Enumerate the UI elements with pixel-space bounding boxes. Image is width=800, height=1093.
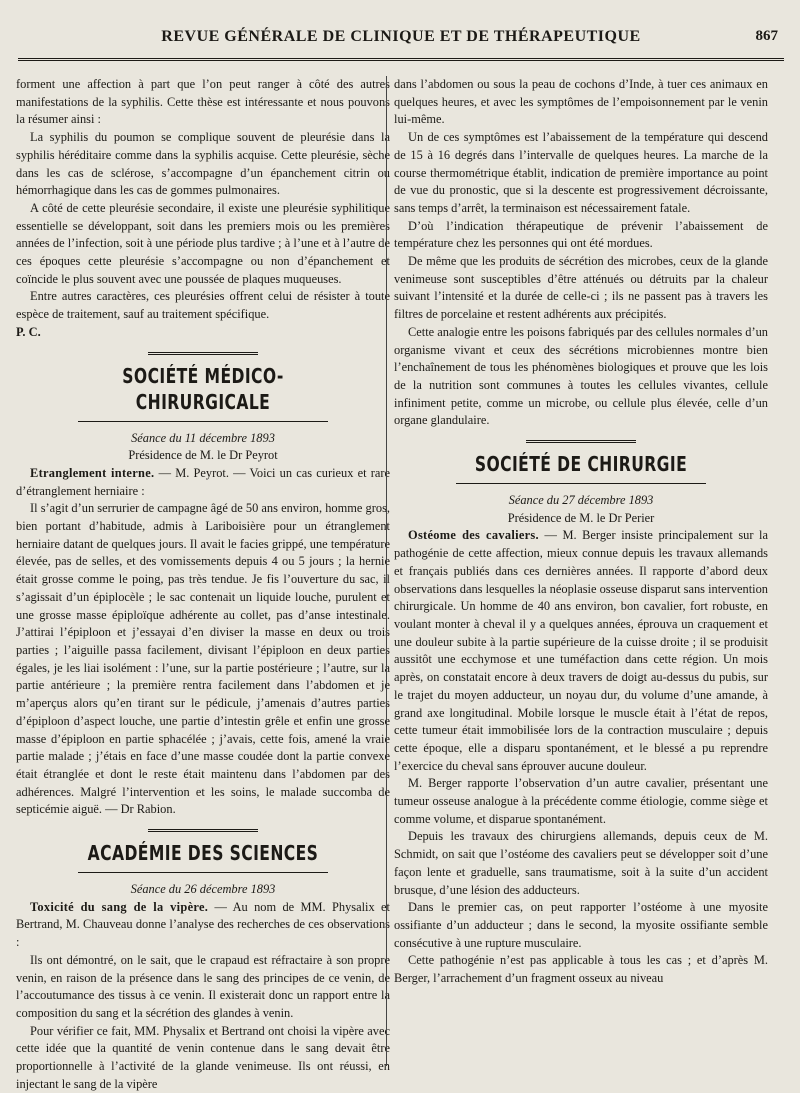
paragraph: D’où l’indication thérapeutique de prévenir l’abaissement de température chez les personnes qui ont été mordues.: [394, 218, 768, 251]
title-underline: [78, 421, 328, 422]
right-column: [394, 76, 768, 1066]
presidency: Présidence de M. le Dr Peyrot: [128, 448, 278, 463]
session-date: Séance du 26 décembre 1893: [130, 882, 276, 897]
paragraph: Un de ces symptômes est l’abaissement de la température qui descend de 15 à 16 degrés dans l’intervalle de quelques heures. La marche de la course thermométrique établit, indication de première importance au point de vue du pronostic, que si la descente est progressivement décroissante, sans temps d’arrêt, la terminaison est nécessairement fatale.: [394, 130, 768, 215]
column-divider: [386, 76, 387, 1066]
presidency: Présidence de M. le Dr Perier: [507, 510, 655, 525]
running-header: [18, 28, 784, 54]
paragraph: Cette pathogénie n’est pas applicable à tous les cas ; et d’après M. Berger, l’arrachement d’un fragment osseux au niveau: [394, 953, 768, 986]
title-underline: [78, 872, 328, 873]
paragraph-text: Il s’agit d’un serrurier de campagne âgé de 50 ans environ, homme gros, bien portant d’habitude, admis à Lariboisière pour un étranglement herniaire datant de quelques jours. Il avait le facies grippé, une température élevée, pas de selles, et des vomissements depuis 4 ou 5 jours ; la hernie était grosse comme le poing, pas très tendue. Je fis l’ouverture du sac, il s’agissait d’un épiplocèle ; le sac contenait un liquide louche, purulent et une grosse masse épiploïque adhérente au collet, pas d’anse intestinale. J’attirai l’épiploon et j’essayai d’en diviser la masse en deux ou trois parties ; l’aiguille passa facilement, divisant l’épiploon en deux parties égales, je les liai isolément : l’une, sur la partie postérieure ; l’autre, sur la partie antérieure ; la première rentra facilement dans l’abdomen et je m’aperçus alors qu’en tirant sur le pédicule, j’amenais d’autres parties d’épiploon d’aspect louche, une partie d’intestin grêle et enfin une grosse masse d’épiploon en partie sphacélée ; j’avais, cette fois, amené la vraie partie malade ; j’étais en face d’une masse coudée dont la partie convexe était étranglée et dont le reste était maintenu dans l’abdomen par des adhérences. Malgré l’intervention et les soins, le malade succomba de septicémie aiguë.: [16, 501, 390, 817]
paragraph: Dans le premier cas, on peut rapporter l’ostéome à une myosite ossifiante d’un adducteur ; dans le second, la myosite ossifiante semble consécutive à une rupture musculaire.: [394, 900, 768, 950]
paragraph: dans l’abdomen ou sous la peau de cochons d’Inde, à tuer ces animaux en quelques heures, et avec les symptômes de l’empoisonnement par le venin lui-même.: [394, 77, 768, 127]
section-title: SOCIÉTÉ MÉDICO-CHIRURGICALE: [122, 363, 284, 414]
author-initials: P. C.: [16, 324, 41, 339]
left-column: [16, 76, 390, 1091]
signature: — Dr Rabion.: [105, 802, 176, 817]
section-separator: [16, 829, 390, 832]
article-lead: Ostéome des cavaliers.: [408, 528, 539, 543]
page-number: 867: [755, 28, 778, 44]
article-lead: Etranglement interne.: [30, 465, 155, 480]
paragraph: Depuis les travaux des chirurgiens allemands, depuis ceux de M. Schmidt, on sait que l’ostéome des cavaliers peut se développer soit d’une façon lente et graduelle, sans traumatisme, soit à la suite d’un accident brusque, d’une lésion des adducteurs.: [394, 829, 768, 897]
paragraph: Cette analogie entre les poisons fabriqués par des cellules normales d’un organisme vivant et ceux des sécrétions microbiennes montre bien l’enchaînement de tous les phénomènes biologiques et prouve que les lois de la nutrition sont communes à toutes les cellules vivantes, cellule infiniment petite, comme un microbe, ou cellule plus élevée, celle d’un organe glandulaire.: [394, 324, 768, 428]
paragraph: Entre autres caractères, ces pleurésies offrent celui de résister à toute espèce de traitement, sauf au traitement spécifique.: [16, 289, 390, 322]
paragraph: [16, 500, 390, 819]
article-lead-rest: — M. Peyrot. — Voici un cas curieux et rare d’étranglement herniaire :: [16, 465, 390, 498]
title-underline: [456, 483, 706, 484]
session-date: Séance du 27 décembre 1893: [508, 493, 654, 508]
paragraph: A côté de cette pleurésie secondaire, il existe une pleurésie syphilitique essentielle se développant, soit dans les premiers mois ou les premières années de l’infection, soit à une période plus tardive ; à l’une et à l’autre de ces époques cette pleurésie s’accompagne ou non d’épanchement et coïncide le plus souvent avec une poussée de plaques muqueuses.: [16, 200, 390, 286]
article-lead: Toxicité du sang de la vipère.: [30, 899, 209, 914]
paragraph: [16, 899, 390, 952]
section-separator: [394, 440, 768, 443]
paragraph: De même que les produits de sécrétion des microbes, ceux de la glande venimeuse sont susceptibles d’être atténués ou détruits par la chaleur suivant l’intensité et la durée de celle-ci ; ils ne passent pas à travers les filtres de porcelaine et restent adhérents aux précipités.: [394, 254, 768, 322]
paragraph: Ils ont démontré, on le sait, que le crapaud est réfractaire à son propre venin, en raison de la présence dans le sang des principes de ce venin, de l’accoutumance des tissus à ce venin. Il existerait donc un rapport entre la composition du sang et la sécrétion des glandes à venin.: [16, 952, 390, 1020]
section-title: SOCIÉTÉ DE CHIRURGIE: [474, 452, 688, 477]
section-separator: [16, 352, 390, 355]
paragraph: Pour vérifier ce fait, MM. Physalix et Bertrand ont choisi la vipère avec cette idée que la quantité de venin contenue dans le sang devait être proportionnelle à l’activité de la glande venimeuse. Ils ont réussi, en injectant le sang de la vipère: [16, 1023, 390, 1091]
paragraph: La syphilis du poumon se complique souvent de pleurésie dans la syphilis héréditaire comme dans la syphilis acquise. Cette pleurésie, sèche dans les cas de sclérose, s’accompagne d’un épanchement citrin ou hémorrhagique dans les cas de gommes pulmonaires.: [16, 130, 390, 198]
header-rule: [18, 58, 784, 61]
article-lead-rest: — M. Berger insiste principalement sur la pathogénie de cette affection, mieux connue depuis les travaux allemands et français publiés dans ces dernières années. Il rapporte d’abord deux observations dans lesquelles la néoplasie osseuse disparut sans intervention chirurgicale. Un homme de 40 ans environ, bon cavalier, fort robuste, en voulant monter à cheval il y a quelques années, éprouva un craquement et une douleur subite à la partie supérieure de la cuisse droite ; il se produisit aussitôt une ecchymose et une tuméfaction dans cette région. Un mois après, on constatait encore à deux travers de doigt au-dessus du pubis, sur le trajet du moyen adducteur, un noyau dur, du volume d’une amande, à grand axe longitudinal. Mobile lorsque le muscle était à l’état de repos, cette tumeur était immobilisée lors de la contraction musculaire ; depuis cette époque, elle a disparu spontanément, et le blessé a pu reprendre l’exercice du cheval sans éprouver aucune douleur.: [394, 528, 769, 773]
journal-title: REVUE GÉNÉRALE DE CLINIQUE ET DE THÉRAPEUTIQUE: [161, 28, 641, 45]
paragraph: [394, 527, 768, 775]
paragraph: [16, 465, 390, 500]
paragraph: M. Berger rapporte l’observation d’un autre cavalier, présentant une tumeur osseuse analogue à la précédente comme étiologie, comme siège et comme volume, et disparue spontanément.: [394, 776, 768, 826]
article-lead-rest: — Au nom de MM. Physalix et Bertrand, M. Chauveau donne l’analyse des recherches de ces observations :: [16, 899, 390, 950]
paragraph: forment une affection à part que l’on peut ranger à côté des autres manifestations de la syphilis. Cette thèse est intéressante et nous pouvons la résumer ainsi :: [16, 77, 390, 127]
section-title: ACADÉMIE DES SCIENCES: [87, 841, 319, 866]
session-date: Séance du 11 décembre 1893: [131, 430, 275, 445]
